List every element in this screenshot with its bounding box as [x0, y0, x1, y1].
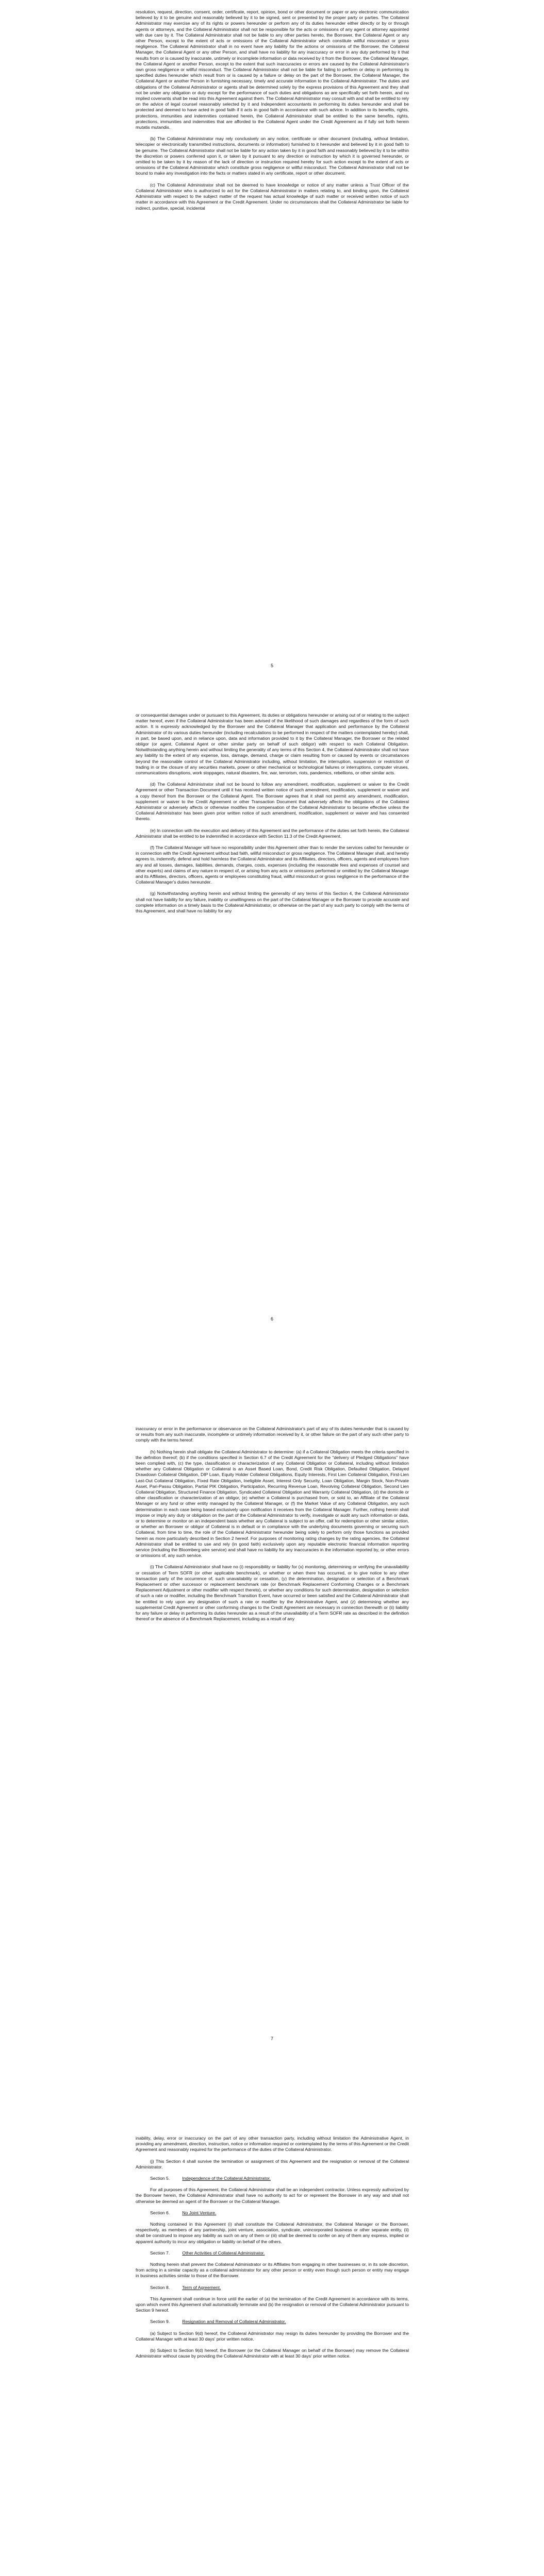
section-number: Section 6. — [150, 2210, 170, 2215]
page-5-body — [136, 9, 409, 217]
paragraph: (d) The Collateral Administrator shall not be bound to follow any amendment, modification, supplement or waiver to the Credit Agreement or other Transaction Document until it has received written notice of such amendment, modification, supplement or waiver and a copy thereof from the Borrower or the Collateral Agent. The Borrower agrees that it shall not permit any amendment, modification, supplement or waiver to the Credit Agreement or other Transaction Document that adversely affects the obligations of the Collateral Administrator or adversely affects or otherwise modifies the compensation of the Collateral Administrator to become effective unless the Collateral Administrator has been given prior written notice of such amendment, modification, supplement or waiver and has consented thereto. — [136, 782, 409, 822]
paragraph: (c) The Collateral Administrator shall not be deemed to have knowledge or notice of any matter unless a Trust Officer of the Collateral Administrator who is authorized to act for the Collateral Administrator in matters relating to, and binding upon, the Collateral Administrator with respect to the subject matter of the request has actual knowledge of such matter or received written notice of such matter in accordance with this Agreement or the Credit Agreement. Under no circumstances shall the Collateral Administrator be liable for indirect, punitive, special, incidental — [136, 182, 409, 211]
page-7-body — [136, 1426, 409, 1628]
paragraph: resolution, request, direction, consent, order, certificate, report, opinion, bond or other document or paper or any electronic communication believed by it to be genuine and reasonably believed by it to be signed, sent or presented by the proper party or parties. The Collateral Administrator may exercise any of its rights or powers hereunder or perform any of its duties hereunder either directly or by or through agents or attorneys, and the Collateral Administrator shall not be responsible for the acts or omissions of any agent or attorney appointed with due care by it. The Collateral Administrator shall not be liable to any other parties hereto, the Borrower, the Collateral Agent or any other Person, except to the extent of acts or omissions of the Collateral Administrator which constitute willful misconduct or gross negligence. The Collateral Administrator shall in no event have any liability for the actions or omissions of the Borrower, the Collateral Manager, the Collateral Agent or any other Person, and shall have no liability for any inaccuracy or error in any duty performed by it that results from or is caused by inaccurate, untimely or incomplete information or data received by it from the Borrower, the Collateral Manager, the Collateral Agent or another Person, except to the extent that such inaccuracies or errors are caused by the Collateral Administrator's own gross negligence or willful misconduct. The Collateral Administrator shall not be liable for failing to perform or delay in performing its specified duties hereunder which result from or is caused by a failure or delay on the part of the Borrower, the Collateral Manager, the Collateral Agent or another Person in furnishing necessary, timely and accurate information to the Collateral Administrator. The duties and obligations of the Collateral Administrator or agents shall be determined solely by the express provisions of this Agreement and they shall not be under any obligation or duty except for the performance of such duties and obligations as are specifically set forth herein, and no implied covenants shall be read into this Agreement against them. The Collateral Administrator may consult with and shall be entitled to rely on the advice of legal counsel reasonably selected by it and Independent accountants in performing its duties hereunder and shall be protected and deemed to have acted in good faith if it acts in good faith in accordance with such advice. In addition to its benefits, rights, protections, immunities and indemnities contained herein, the Collateral Administrator shall be entitled to the same benefits, rights, protections, immunities and indemnities that are afforded to the Collateral Agent under the Credit Agreement as if fully set forth herein mutatis mutandis. — [136, 9, 409, 130]
page-8-body — [136, 2136, 409, 2365]
document-page-6 — [0, 703, 544, 1406]
paragraph: Nothing contained in this Agreement (i) shall constitute the Collateral Administrator, the Collateral Manager or the Borrower, respectively, as members of any partnership, joint venture, association, syndicate, unincorporated business or other separate entity, (ii) shall be construed to impose any liability as such on any of them or (iii) shall be deemed to confer on any of them any express, implied or apparent authority to incur any obligation or liability on behalf of the others. — [136, 2222, 409, 2244]
paragraph: Nothing herein shall prevent the Collateral Administrator or its Affiliates from engaging in other businesses or, in its sole discretion, from acting in a similar capacity as a collateral administrator for any other person or entity even though such person or entity may engage in business activities similar to those of the Borrower. — [136, 2262, 409, 2279]
paragraph: (b) The Collateral Administrator may rely conclusively on any notice, certificate or other document (including, without limitation, telecopier or electronically transmitted instructions, documents or information) furnished to it hereunder and believed by it in good faith to be genuine. The Collateral Administrator shall not be liable for any action taken by it in good faith and reasonably believed by it to be within the discretion or powers conferred upon it, or taken by it pursuant to any direction or instruction by which it is governed hereunder, or omitted to be taken by it by reason of the lack of direction or instruction required hereby for such action except to the extent of acts or omissions of the Collateral Administrator which constitute gross negligence or willful misconduct. The Collateral Administrator shall not be bound to make any investigation into the facts or matters stated in any certificate, report or other document. — [136, 136, 409, 176]
section-title: Independence of the Collateral Administrator. — [182, 2176, 271, 2181]
section-7-heading — [136, 2250, 409, 2256]
paragraph: (i) The Collateral Administrator shall have no (i) responsibility or liability for (x) monitoring, determining or verifying the unavailability or cessation of Term SOFR (or other applicable benchmark), or whether or when there has occurred, or to give notice to any other transaction party of the occurrence of, such unavailability or cessation, (y) the determination, designation or selection of a Benchmark Replacement or other successor or replacement benchmark rate (or Benchmark Replacement Conforming Changes or a Benchmark Replacement Adjustment or other modifier with respect thereto), or whether any conditions for such determination, designation or selection of such a rate or modifier, including the Benchmark Transition Event, have occurred or been satisfied and the Collateral Administrator shall be entitled to rely upon any designation of such a rate or modifier by the Administrative Agent, and (z) determining whether any supplemental Credit Agreement or other conforming changes to the Credit Agreement are necessary in connection therewith or (ii) liability for any failure or delay in performing its duties hereunder as a result of the unavailability of a Term SOFR rate as described in the definition thereof or the absence of a Benchmark Replacement, including as a result of any — [136, 1564, 409, 1622]
paragraph: (e) In connection with the execution and delivery of this Agreement and the performance of the duties set forth herein, the Collateral Administrator shall be entitled to be indemnified in accordance with Section 11.3 of the Credit Agreement. — [136, 827, 409, 839]
section-9-heading — [136, 2319, 409, 2325]
page-number: 5 — [270, 663, 273, 668]
paragraph: inability, delay, error or inaccuracy on the part of any other transaction party, including without limitation the Administrative Agent, in providing any amendment, direction, instruction, notice or information required or contemplated by the terms of this Agreement or the Credit Agreement and reasonably required for the performance of the duties of the Collateral Administrator. — [136, 2136, 409, 2153]
page-number: 6 — [270, 1316, 273, 1321]
paragraph: inaccuracy or error in the performance or observance on the Collateral Administrator's part of any of its duties hereunder that is caused by or results from any such inaccurate, incomplete or untimely information received by it, or other failure on the part of any such other party to comply with the terms hereof. — [136, 1426, 409, 1443]
paragraph: or consequential damages under or pursuant to this Agreement, its duties or obligations hereunder or arising out of or relating to the subject matter hereof, even if the Collateral Administrator has been advised of the likelihood of such damages and regardless of the form of such action. It is expressly acknowledged by the Borrower and the Collateral Manager that application and performance by the Collateral Administrator of its various duties hereunder (including recalculations to be performed in respect of the matters contemplated hereby) shall, in part, be based upon, and in reliance upon, data and information provided to it by the Collateral Manager, the Borrower or the related obligor (or agent, Collateral Agent or other similar party on behalf of such obligor) with respect to each Collateral Obligation. Notwithstanding anything herein and without limiting the generality of any terms of this Section 4, the Collateral Administrator shall not have any liability to the extent of any expense, loss, damage, demand, charge or claim resulting from or caused by events or circumstances beyond the reasonable control of the Collateral Administrator including, without limitation, the interruption, suspension or restriction of trading in or the closure of any securities markets, power or other mechanical or technological failures or interruptions, computer viruses, communications disruptions, work stoppages, natural disasters, fire, war, terrorism, riots, pandemics, rebellions, or other similar acts. — [136, 713, 409, 776]
document-page-5 — [0, 0, 544, 703]
paragraph: This Agreement shall continue in force until the earlier of (a) the termination of the Credit Agreement in accordance with its terms, upon which event this Agreement shall automatically terminate and (b) the resignation or removal of the Collateral Administrator pursuant to Section 9 hereof. — [136, 2296, 409, 2313]
section-number: Section 8. — [150, 2284, 170, 2290]
section-title: No Joint Venture. — [182, 2210, 217, 2215]
paragraph: (g) Notwithstanding anything herein and without limiting the generality of any terms of this Section 4, the Collateral Administrator shall not have liability for any failure, inability or unwillingness on the part of the Collateral Manager or the Borrower to provide accurate and complete information on a timely basis to the Collateral Administrator, or otherwise on the part of any such party to comply with the terms of this Agreement, and shall have no liability for any — [136, 891, 409, 914]
section-title: Resignation and Removal of Collateral Administrator. — [182, 2319, 286, 2325]
page-6-body — [136, 713, 409, 920]
section-title: Term of Agreement. — [182, 2284, 221, 2290]
section-number: Section 7. — [150, 2250, 170, 2256]
section-8-heading — [136, 2285, 409, 2291]
paragraph: (f) The Collateral Manager will have no responsibility under this Agreement other than to render the services called for hereunder or in connection with the Credit Agreement without bad faith, willful misconduct or gross negligence. The Collateral Manager shall, and hereby agrees to, indemnify, defend and hold harmless the Collateral Administrator and its Affiliates, directors, officers, agents and employees from any and all losses, damages, liabilities, demands, charges, costs, expenses (including the reasonable fees and expenses of counsel and other experts) and claims of any nature in respect of, or arising from any acts or omissions performed or omitted by the Collateral Manager and its Affiliates, directors, officers, agents or employees constituting fraud, willful misconduct or gross negligence in the performance of the Collateral Manager's duties hereunder. — [136, 845, 409, 885]
section-number: Section 9. — [150, 2319, 170, 2325]
document-page-7 — [0, 1406, 544, 2110]
document-page-8 — [0, 2110, 544, 2576]
page-number: 7 — [270, 2036, 273, 2041]
section-5-heading — [136, 2176, 409, 2181]
paragraph: (a) Subject to Section 9(d) hereof, the Collateral Administrator may resign its duties hereunder by providing the Borrower and the Collateral Manager with at least 30 days' prior written notice. — [136, 2330, 409, 2342]
section-6-heading — [136, 2210, 409, 2216]
section-title: Other Activities of Collateral Administrator. — [182, 2250, 265, 2256]
section-number: Section 5. — [150, 2176, 170, 2181]
paragraph: For all purposes of this Agreement, the Collateral Administrator shall be an independent contractor. Unless expressly authorized by the Borrower herein, the Collateral Administrator shall have no authority to act for or represent the Borrower in any way and shall not otherwise be deemed an agent of the Borrower or the Collateral Manager. — [136, 2187, 409, 2204]
paragraph: (h) Nothing herein shall obligate the Collateral Administrator to determine: (a) if a Collateral Obligation meets the criteria specified in the definition thereof; (b) if the conditions specified in Section 6.7 of the Credit Agreement for the "delivery of Pledged Obligations" have been complied with, (c) the type, classification or characterization of any Collateral Obligation or Collateral, including without limitation whether any Collateral Obligation or Collateral is an Asset Based Loan, Bond, Credit Risk Obligation, Defaulted Obligation, Delayed Drawdown Collateral Obligation, DIP Loan, Equity Holder Collateral Obligations, Equity Interests, First Lien Collateral Obligation, First-Lien Last-Out Collateral Obligation, Fixed Rate Obligation, Ineligible Asset, Interest Only Security, Loan Obligation, Margin Stock, Non-Private Asset, Pari-Passu Obligation, Partial PIK Obligation, Participation, Recurring Revenue Loan, Revolving Collateral Obligation, Second Lien Collateral Obligation, Structured Finance Obligation, Syndicated Collateral Obligation and Warranty Collateral Obligation, (d) the domicile or other classification or characterization of an obligor, (e) whether a Collateral is purchased from, or sold to, an Affiliate of the Collateral Manager or any fund or other entity managed by the Collateral Manager, or (f) the Market Value of any Collateral Obligation, any such determination in each case being based exclusively upon notification it receives from the Collateral Manager. Further, nothing herein shall impose or imply any duty or obligation on the part of the Collateral Administrator to verify, investigate or audit any such information or data, or to determine or monitor on an independent basis whether any Collateral is subject to an offer, call for redemption or other similar action, or whether an Borrower or obligor of Collateral is in default or in compliance with the underlying documents governing or securing such Collateral, from time to time, the role of the Collateral Administrator hereunder being solely to perform only those functions as provided herein as more particularly described in Section 2 hereof. For purposes of monitoring rating changes by the rating agencies, the Collateral Administrator shall be entitled to use and rely (in good faith) exclusively upon any reputable electronic financial information reporting service (including the Bloomberg wire service) and shall have no liability for any inaccuracies in the information reported by, or other errors or omissions of, any such service. — [136, 1449, 409, 1558]
paragraph: (b) Subject to Section 9(d) hereof, the Borrower (or the Collateral Manager on behalf of the Borrower) may remove the Collateral Administrator without cause by providing the Collateral Administrator with at least 30 days' prior written notice. — [136, 2348, 409, 2359]
paragraph: (j) This Section 4 shall survive the termination or assignment of this Agreement and the resignation or removal of the Collateral Administrator. — [136, 2158, 409, 2170]
